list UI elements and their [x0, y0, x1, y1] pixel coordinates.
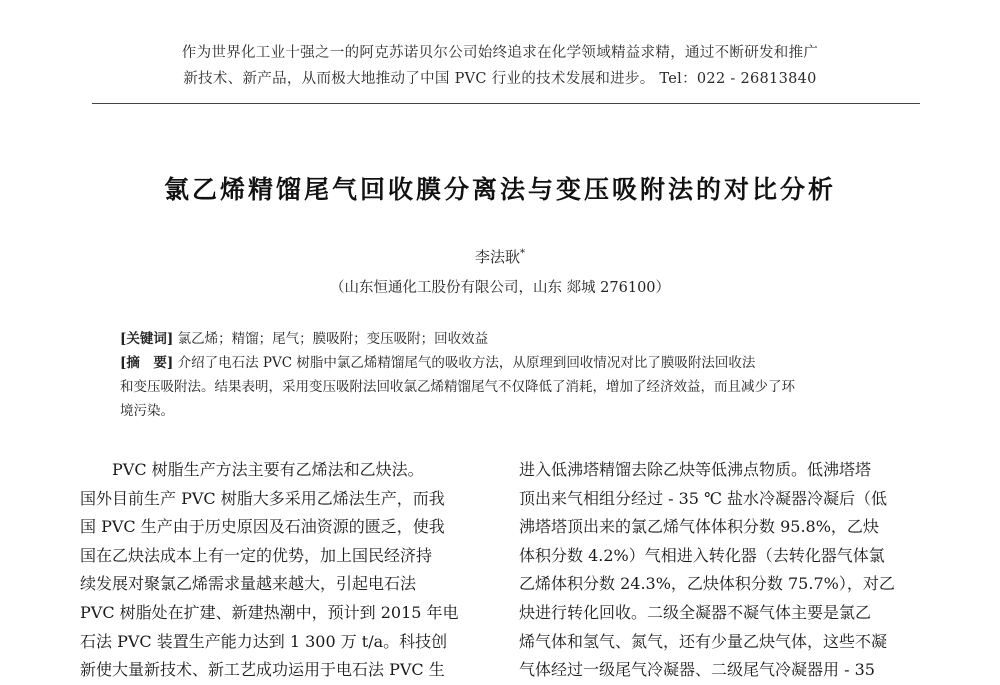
body-line: 国 PVC 生产由于历史原因及石油资源的匮乏，使我	[80, 517, 445, 537]
author-affiliation: （山东恒通化工股份有限公司，山东 郯城 276100）	[329, 280, 671, 296]
abstract-line-1: 介绍了电石法 PVC 树脂中氯乙烯精馏尾气的吸收方法，从原理到回收情况对比了膜吸附法回收法	[177, 355, 756, 371]
body-column-right	[519, 456, 919, 685]
banner-line-2: 新技术、新产品，从而极大地推动了中国 PVC 行业的技术发展和进步。 Tel：022 - 26813840	[183, 71, 817, 87]
keywords-text: 氯乙烯；精馏；尾气；膜吸附；变压吸附；回收效益	[177, 331, 489, 347]
body-line: 石法 PVC 装置生产能力达到 1 300 万 t/a。科技创	[80, 631, 448, 651]
keywords-row	[120, 327, 900, 351]
author-footnote-mark: *	[520, 248, 525, 259]
body-line: 气体经过一级尾气冷凝器、二级尾气冷凝器用 - 35	[519, 660, 875, 680]
abstract-line-3: 境污染。	[120, 403, 174, 419]
header-divider	[92, 103, 920, 104]
body-line: 烯气体和氢气、氮气，还有少量乙炔气体，这些不凝	[519, 631, 888, 651]
body-line: 新使大量新技术、新工艺成功运用于电石法 PVC 生	[80, 660, 445, 680]
publisher-banner	[0, 40, 1000, 92]
abstract-line-2: 和变压吸附法。结果表明，采用变压吸附法回收氯乙烯精馏尾气不仅降低了消耗，增加了经济效益，而且减少了环	[120, 379, 795, 395]
body-line: PVC 树脂处在扩建、新建热潮中，预计到 2015 年电	[80, 602, 459, 622]
author-line	[0, 246, 1000, 267]
body-line: 乙烯体积分数 24.3%，乙炔体积分数 75.7%），对乙	[519, 574, 895, 594]
body-line: 续发展对聚氯乙烯需求量越来越大，引起电石法	[80, 574, 417, 594]
keywords-label: [关键词]	[120, 331, 174, 347]
abstract-row-1	[120, 351, 900, 375]
body-line: 国在乙炔法成本上有一定的优势，加上国民经济持	[80, 545, 433, 565]
abstract-block	[120, 327, 900, 423]
abstract-label: [摘 要]	[120, 355, 174, 371]
body-line: 体积分数 4.2%）气相进入转化器（去转化器气体氯	[519, 545, 885, 565]
paper-title: 氯乙烯精馏尾气回收膜分离法与变压吸附法的对比分析	[163, 175, 836, 204]
body-line: PVC 树脂生产方法主要有乙烯法和乙炔法。	[80, 460, 424, 479]
body-line: 炔进行转化回收。二级全凝器不凝气体主要是氯乙	[519, 602, 872, 622]
body-line: 顶出来气相组分经过 - 35 ℃ 盐水冷凝器冷凝后（低	[519, 488, 888, 508]
author-name: 李法耿	[474, 248, 520, 266]
body-line: 国外目前生产 PVC 树脂大多采用乙烯法生产，而我	[80, 488, 445, 508]
body-line: 沸塔塔顶出来的氯乙烯气体体积分数 95.8%，乙炔	[519, 517, 879, 537]
body-column-left	[80, 456, 480, 685]
body-line: 进入低沸塔精馏去除乙炔等低沸点物质。低沸塔塔	[519, 460, 872, 479]
banner-line-1: 作为世界化工业十强之一的阿克苏诺贝尔公司始终追求在化学领域精益求精，通过不断研发和推广	[181, 45, 819, 61]
